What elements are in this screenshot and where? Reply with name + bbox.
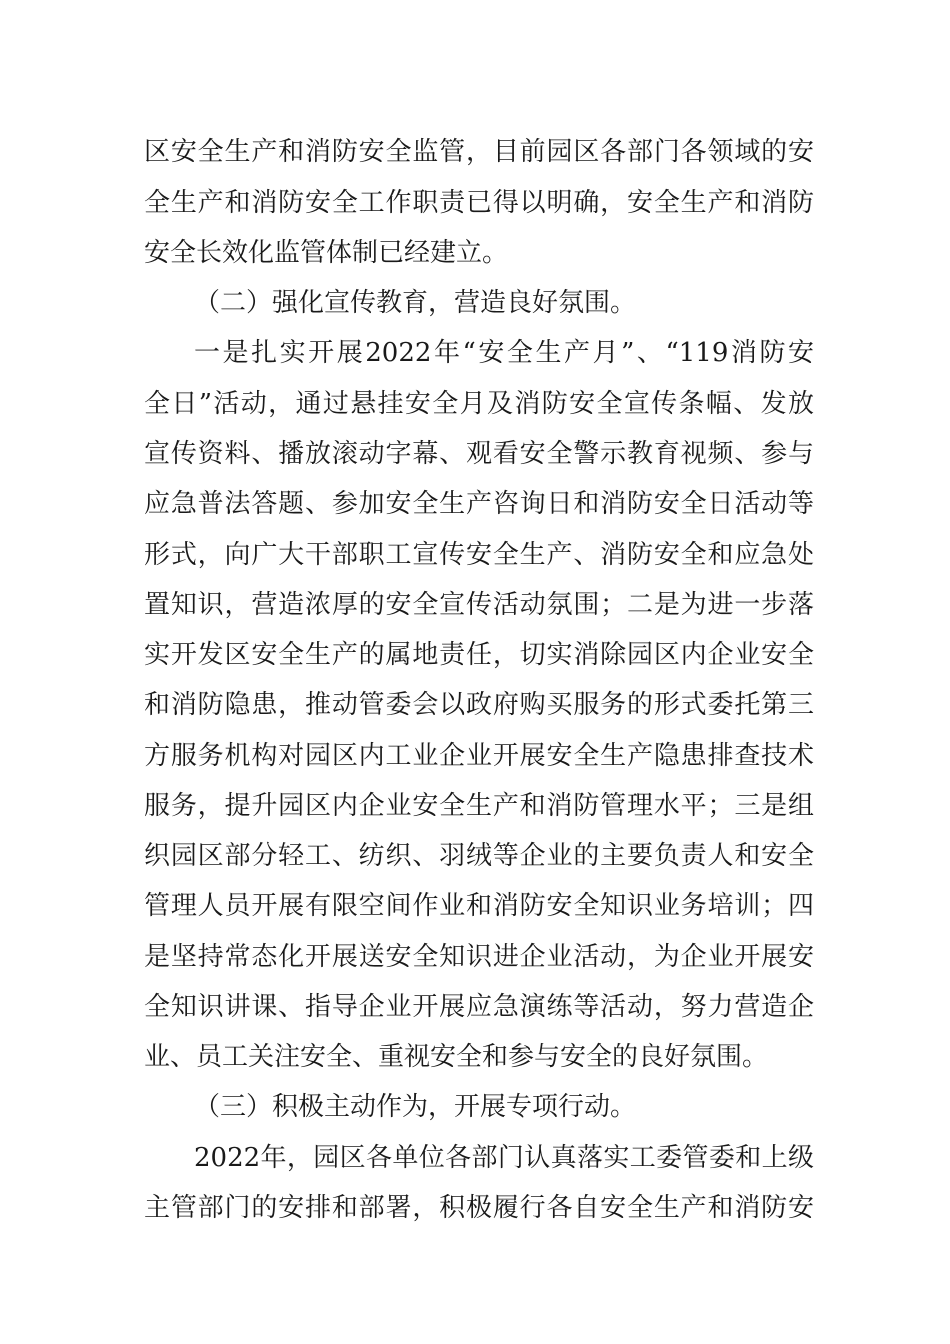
paragraph-line: 是坚持常态化开展送安全知识进企业活动，为企业开展安 (144, 942, 814, 972)
paragraph-line: 主管部门的安排和部署，积极履行各自安全生产和消防安 (144, 1193, 814, 1223)
paragraph-line: 管理人员开展有限空间作业和消防安全知识业务培训；四 (144, 891, 814, 921)
paragraph-line: 形式，向广大干部职工宣传安全生产、消防安全和应急处 (144, 540, 814, 570)
paragraph-line: 全知识讲课、指导企业开展应急演练等活动，努力营造企 (144, 992, 814, 1022)
paragraph-line: 宣传资料、播放滚动字幕、观看安全警示教育视频、参与 (144, 439, 814, 469)
paragraph-line: 方服务机构对园区内工业企业开展安全生产隐患排查技术 (144, 741, 814, 771)
paragraph-line: 业、员工关注安全、重视安全和参与安全的良好氛围。 (144, 1042, 769, 1072)
paragraph-line: 置知识，营造浓厚的安全宣传活动氛围；二是为进一步落 (144, 590, 814, 620)
section-heading: （三）积极主动作为，开展专项行动。 (194, 1092, 637, 1122)
paragraph-line: 实开发区安全生产的属地责任，切实消除园区内企业安全 (144, 640, 814, 670)
paragraph-line: 全生产和消防安全工作职责已得以明确，安全生产和消防 (144, 188, 814, 218)
paragraph-line: 织园区部分轻工、纺织、羽绒等企业的主要负责人和安全 (144, 841, 814, 871)
paragraph-line: 一是扎实开展2022年“安全生产月”、“119消防安 (194, 338, 814, 368)
paragraph-line: 和消防隐患，推动管委会以政府购买服务的形式委托第三 (144, 690, 814, 720)
section-heading: （二）强化宣传教育，营造良好氛围。 (194, 288, 637, 318)
paragraph-line: 安全长效化监管体制已经建立。 (144, 238, 509, 268)
paragraph-line: 区安全生产和消防安全监管，目前园区各部门各领域的安 (144, 137, 814, 167)
paragraph-line: 应急普法答题、参加安全生产咨询日和消防安全日活动等 (144, 489, 814, 519)
paragraph-line: 服务，提升园区内企业安全生产和消防管理水平；三是组 (144, 791, 814, 821)
paragraph-line: 2022年，园区各单位各部门认真落实工委管委和上级 (194, 1143, 814, 1173)
paragraph-line: 全日”活动，通过悬挂安全月及消防安全宣传条幅、发放 (144, 389, 814, 419)
